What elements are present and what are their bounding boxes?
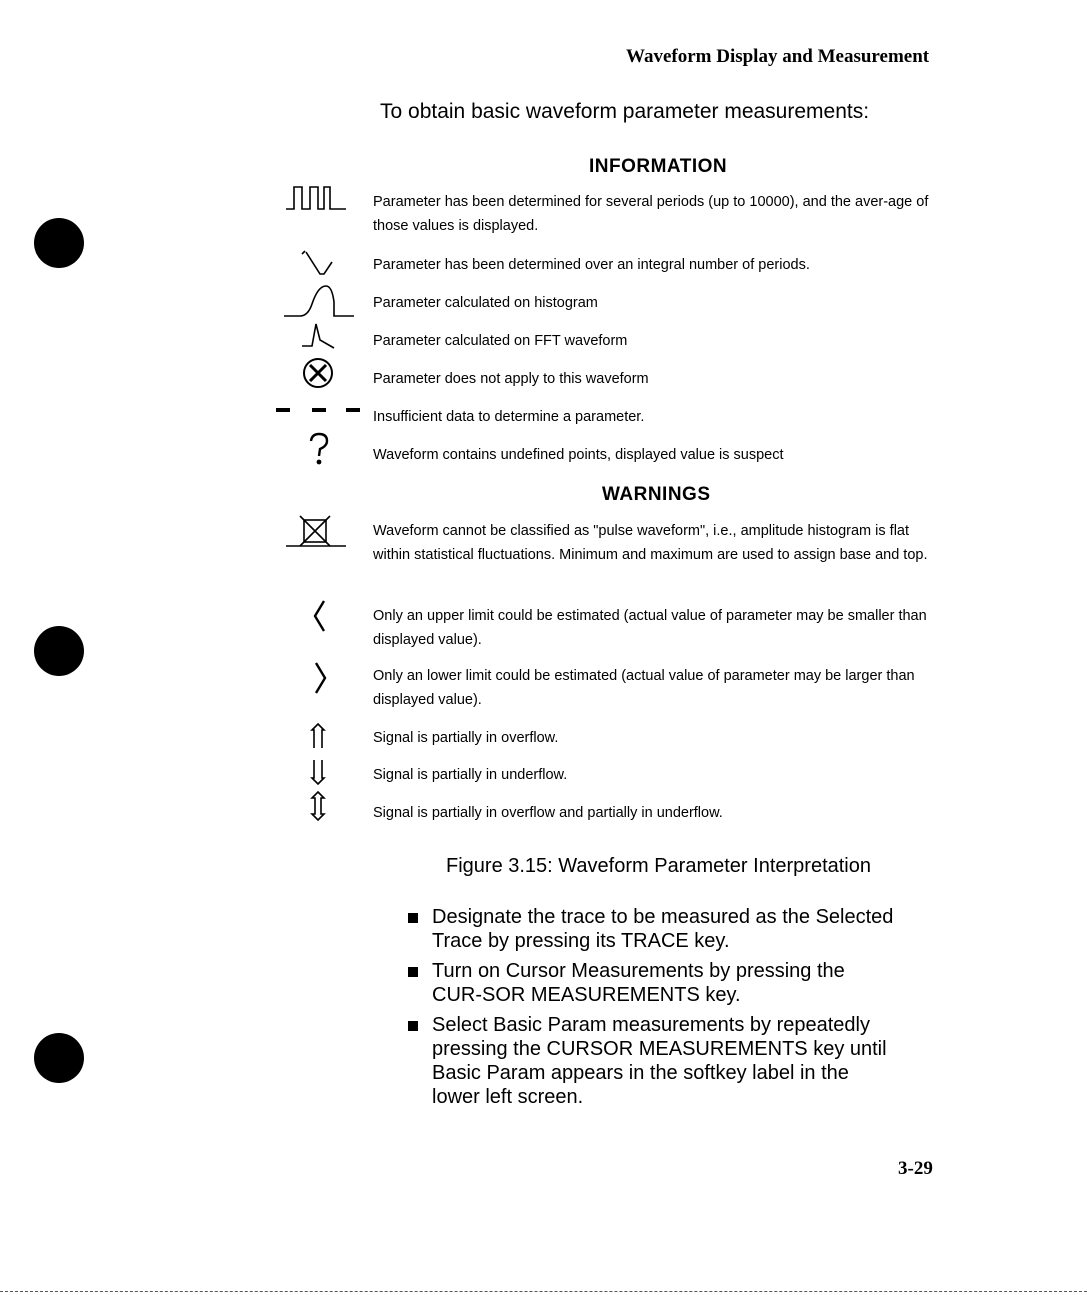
- page-number: 3-29: [898, 1158, 933, 1179]
- less-than-icon: [310, 598, 330, 634]
- warn-entry-6: Signal is partially in overflow and partially in underflow.: [373, 805, 723, 821]
- information-heading: INFORMATION: [589, 156, 728, 177]
- info-entry-1: Parameter has been determined for several periods (up to 10000), and the aver-age of those values is displayed.: [373, 194, 929, 234]
- bullet-square-icon: [408, 913, 418, 923]
- figure-caption: Figure 3.15: Waveform Parameter Interpretation: [446, 855, 871, 877]
- binder-hole-top: [34, 218, 84, 268]
- warn-entry-2: Only an upper limit could be estimated (actual value of parameter may be smaller than displayed value).: [373, 608, 927, 648]
- warn-entry-3: Only an lower limit could be estimated (actual value of parameter may be larger than displayed value).: [373, 668, 915, 708]
- bottom-rule: [0, 1291, 1087, 1292]
- step-text-2: Turn on Cursor Measurements by pressing the CUR-SOR MEASUREMENTS key.: [432, 960, 845, 1006]
- warn-entry-1: Waveform cannot be classified as "pulse waveform", i.e., amplitude histogram is flat within statistical fluctuations. Minimum and maximum are used to assign base and top.: [373, 523, 928, 563]
- up-arrow-icon: [310, 722, 326, 750]
- info-entry-4: Parameter calculated on FFT waveform: [373, 333, 628, 349]
- dashes-icon: [274, 400, 364, 420]
- intro-text: To obtain basic waveform parameter measurements:: [380, 100, 870, 123]
- periodic-pulse-icon: [284, 183, 348, 213]
- step-text-1: Designate the trace to be measured as the Selected Trace by pressing its TRACE key.: [432, 906, 894, 952]
- down-arrow-icon: [310, 758, 326, 786]
- circled-x-icon: [298, 356, 338, 390]
- crossed-box-icon: [284, 514, 348, 550]
- up-down-arrow-icon: [310, 790, 326, 822]
- bullet-square-icon: [408, 967, 418, 977]
- bullet-square-icon: [408, 1021, 418, 1031]
- fft-icon: [298, 320, 338, 352]
- step-text-3: Select Basic Param measurements by repeatedly pressing the CURSOR MEASUREMENTS key until Basic Param appears in the softkey label in the lower left screen.: [432, 1014, 887, 1108]
- info-entry-5: Parameter does not apply to this waveform: [373, 371, 649, 387]
- integral-period-icon: [298, 248, 338, 278]
- step-item-3: [408, 1013, 898, 1109]
- question-mark-icon: [304, 432, 334, 466]
- info-entry-7: Waveform contains undefined points, displayed value is suspect: [373, 447, 784, 463]
- binder-hole-bottom: [34, 1033, 84, 1083]
- info-entry-2: Parameter has been determined over an integral number of periods.: [373, 257, 810, 273]
- histogram-icon: [282, 282, 356, 320]
- binder-hole-middle: [34, 626, 84, 676]
- greater-than-icon: [310, 660, 330, 696]
- warnings-heading: WARNINGS: [602, 484, 711, 505]
- step-item-2: [408, 959, 898, 1007]
- warn-entry-4: Signal is partially in overflow.: [373, 730, 559, 746]
- step-item-1: [408, 905, 898, 953]
- info-entry-3: Parameter calculated on histogram: [373, 295, 598, 311]
- warn-entry-5: Signal is partially in underflow.: [373, 767, 568, 783]
- info-entry-6: Insufficient data to determine a parameter.: [373, 409, 645, 425]
- page-header: Waveform Display and Measurement: [626, 46, 930, 67]
